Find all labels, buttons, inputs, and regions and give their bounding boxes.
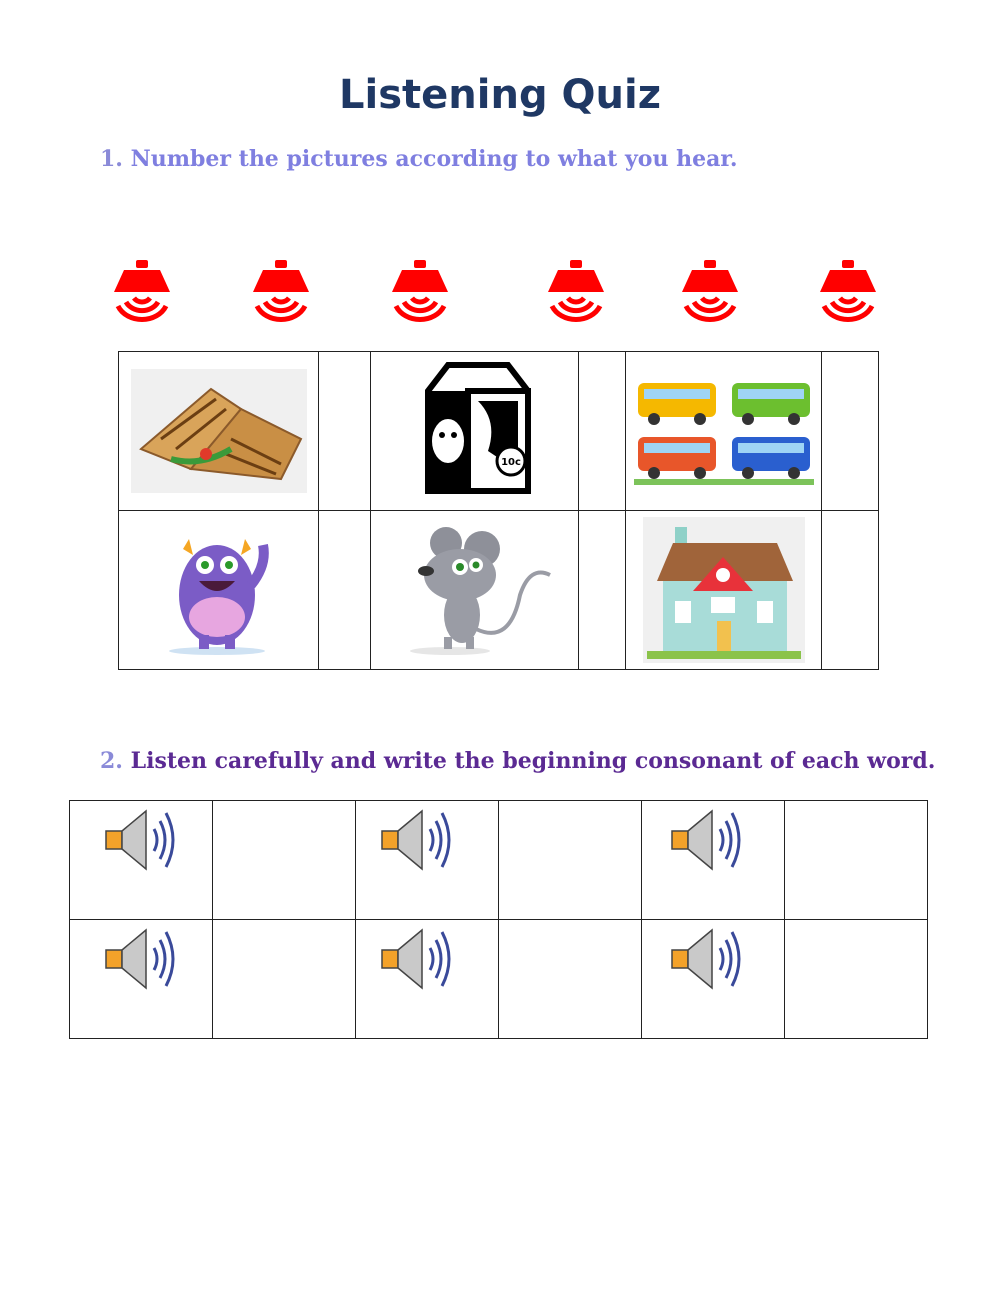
speaker-icon[interactable] xyxy=(110,258,174,336)
picture-cell xyxy=(626,511,822,670)
speaker-icon[interactable] xyxy=(816,258,880,336)
svg-text:10c: 10c xyxy=(500,457,521,468)
answer-cell[interactable] xyxy=(319,352,371,511)
speaker-icon[interactable] xyxy=(544,258,608,336)
answer-cell[interactable] xyxy=(213,920,356,1039)
picture-cell xyxy=(119,352,319,511)
answer-cell[interactable] xyxy=(822,511,879,670)
mouse-image xyxy=(390,525,560,655)
picture-cell xyxy=(119,511,319,670)
picture-cell xyxy=(371,511,579,670)
picture-cell xyxy=(371,352,579,511)
audio-cell xyxy=(642,920,785,1039)
question-1-number: 1. xyxy=(100,146,123,172)
speaker-icon[interactable] xyxy=(678,258,742,336)
answer-cell[interactable] xyxy=(785,801,928,920)
question-2-number: 2. xyxy=(100,748,123,774)
answer-cell[interactable] xyxy=(213,801,356,920)
picture-table xyxy=(118,351,879,670)
picture-cell xyxy=(626,352,822,511)
sandwich-image xyxy=(131,369,307,493)
page-title: Listening Quiz xyxy=(339,72,661,118)
consonant-table xyxy=(69,800,928,1039)
house-image xyxy=(643,517,805,663)
answer-cell[interactable] xyxy=(499,920,642,1039)
milk-carton-image xyxy=(408,361,542,501)
question-2-instruction xyxy=(100,748,935,774)
volume-icon[interactable] xyxy=(670,807,744,873)
volume-icon[interactable] xyxy=(104,926,178,992)
audio-cell xyxy=(642,801,785,920)
question-1-instruction xyxy=(100,146,738,172)
audio-cell xyxy=(356,801,499,920)
volume-icon[interactable] xyxy=(104,807,178,873)
answer-cell[interactable] xyxy=(579,352,626,511)
speaker-icon[interactable] xyxy=(249,258,313,336)
volume-icon[interactable] xyxy=(380,926,454,992)
answer-cell[interactable] xyxy=(785,920,928,1039)
audio-cell xyxy=(70,801,213,920)
volume-icon[interactable] xyxy=(380,807,454,873)
answer-cell[interactable] xyxy=(319,511,371,670)
answer-cell[interactable] xyxy=(499,801,642,920)
answer-cell[interactable] xyxy=(579,511,626,670)
audio-cell xyxy=(356,920,499,1039)
speaker-icon[interactable] xyxy=(388,258,452,336)
buses-image xyxy=(634,375,814,487)
question-2-text: Listen carefully and write the beginning consonant of each word. xyxy=(130,748,936,774)
audio-cell xyxy=(70,920,213,1039)
volume-icon[interactable] xyxy=(670,926,744,992)
question-1-text: Number the pictures according to what you hear. xyxy=(130,146,738,172)
monster-image xyxy=(159,525,279,655)
answer-cell[interactable] xyxy=(822,352,879,511)
